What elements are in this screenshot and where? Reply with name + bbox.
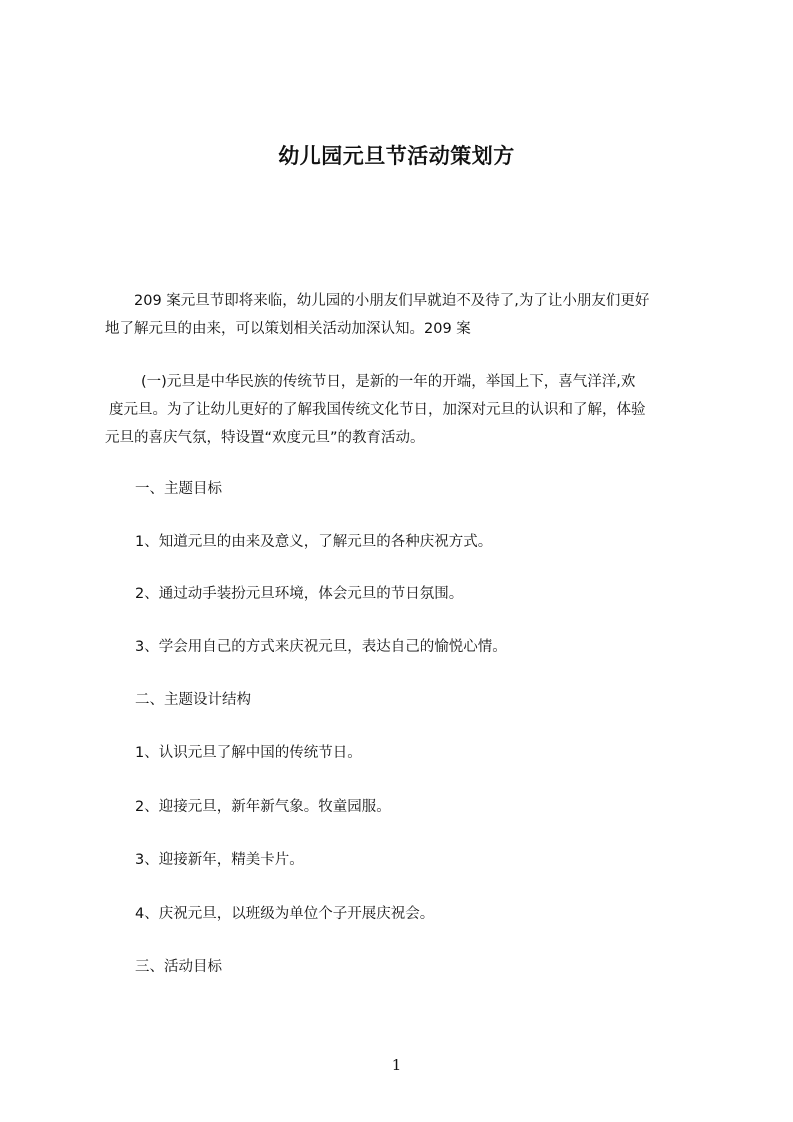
theme-goals-heading: 一、主题目标 bbox=[135, 481, 222, 497]
intro-line-1: 209 案元旦节即将来临，幼儿园的小朋友们早就迫不及待了,为了让小朋友们更好 bbox=[134, 293, 650, 309]
theme-goal-item-3: 3、学会用自己的方式来庆祝元旦，表达自己的愉悦心情。 bbox=[135, 639, 507, 655]
document-title: 幼儿园元旦节活动策划方 bbox=[278, 144, 515, 168]
theme-structure-item-2: 2、迎接元旦，新年新气象。牧童园服。 bbox=[135, 799, 391, 815]
theme-structure-item-3: 3、迎接新年，精美卡片。 bbox=[135, 852, 304, 868]
theme-structure-item-4: 4、庆祝元旦，以班级为单位个子开展庆祝会。 bbox=[135, 906, 435, 922]
section-one-line-3: 元旦的喜庆气氛，特设置“欢度元旦”的教育活动。 bbox=[105, 430, 425, 446]
page-number: 1 bbox=[391, 1056, 402, 1074]
intro-line-2: 地了解元旦的由来，可以策划相关活动加深认知。209 案 bbox=[105, 321, 471, 337]
section-one-line-2: 度元旦。为了让幼儿更好的了解我国传统文化节日，加深对元旦的认识和了解，体验 bbox=[109, 402, 646, 418]
theme-goal-item-2: 2、通过动手装扮元旦环境，体会元旦的节日氛围。 bbox=[135, 586, 464, 602]
section-one-paragraph bbox=[105, 368, 695, 452]
activity-goals-heading: 三、活动目标 bbox=[135, 959, 222, 975]
intro-paragraph bbox=[105, 287, 695, 343]
theme-goal-item-1: 1、知道元旦的由来及意义，了解元旦的各种庆祝方式。 bbox=[135, 534, 493, 550]
theme-structure-heading: 二、主题设计结构 bbox=[135, 692, 251, 708]
section-one-line-1: (一)元旦是中华民族的传统节日，是新的一年的开端，举国上下，喜气洋洋,欢 bbox=[141, 374, 636, 390]
theme-structure-item-1: 1、认识元旦了解中国的传统节日。 bbox=[135, 745, 362, 761]
